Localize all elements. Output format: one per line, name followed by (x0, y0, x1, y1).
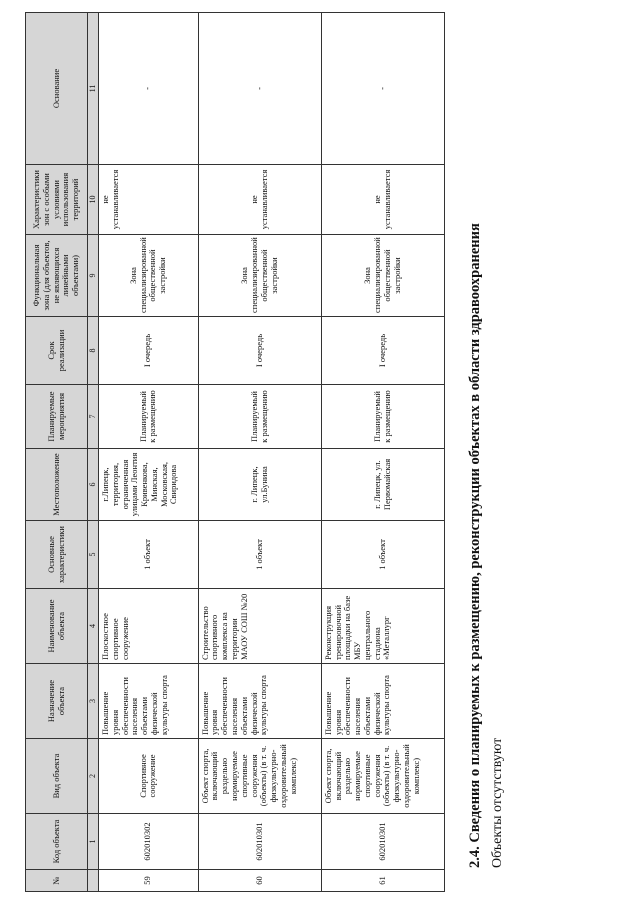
col-header-location: Местоположение (26, 449, 88, 521)
col-number: 11 (88, 13, 99, 165)
col-header-purpose: Назначение объекта (26, 664, 88, 739)
row-purpose: Повышение уровня обеспеченности населения объектами физической культуры спорта (198, 664, 321, 739)
row-location: г. Липецк, ул.Бунина (198, 449, 321, 521)
section-heading: 2.4. Сведения о планируемых к размещению, реконструкции объектах в области здравоохранения (467, 223, 483, 868)
row-term: I очередь (99, 317, 199, 385)
col-number: 4 (88, 589, 99, 664)
row-kind: Объект спорта, включающий раздельно нормируемые спортивные сооружения (объекты) (в т. ч. физкультурно-оздоровительный комплекс) (321, 739, 444, 814)
col-number: 6 (88, 449, 99, 521)
column-number-row (88, 13, 99, 892)
row-characteristics: 1 объект (99, 521, 199, 589)
row-term: I очередь (321, 317, 444, 385)
row-kind: Спортивное сооружение (99, 739, 199, 814)
row-zone-chars: не устанавливается (198, 165, 321, 235)
col-header-name: Наименование объекта (26, 589, 88, 664)
col-header-number: № (26, 870, 88, 892)
row-zone: Зона специализированной общественной застройки (198, 235, 321, 317)
row-name: Строительство спортивного комплекса на территории МАОУ СОШ №20 (198, 589, 321, 664)
row-basis: - (99, 13, 199, 165)
row-location: г.Липецк, территория, ограниченная улицами Леонтия Кривенкова, Минская, Московская, Свиридова (99, 449, 199, 521)
row-zone-chars: не устанавливается (321, 165, 444, 235)
col-number: 1 (88, 814, 99, 870)
row-name: Реконструкция тренировочной площадки на базе МБУ центрального стадиона «Металлург (321, 589, 444, 664)
row-measures: Планируемый к размещению (198, 385, 321, 449)
col-header-term: Срок реализации (26, 317, 88, 385)
col-number: 3 (88, 664, 99, 739)
col-header-measures: Планируемые мероприятия (26, 385, 88, 449)
col-number: 7 (88, 385, 99, 449)
col-number: 5 (88, 521, 99, 589)
row-zone: Зона специализированной общественной застройки (99, 235, 199, 317)
table-row (198, 13, 321, 892)
row-measures: Планируемый к размещению (99, 385, 199, 449)
row-number: 59 (99, 870, 199, 892)
col-header-code: Код объекта (26, 814, 88, 870)
col-header-zone: Функциональная зона (для объектов, не являющихся линейными объектами) (26, 235, 88, 317)
col-header-kind: Вид объекта (26, 739, 88, 814)
planned-objects-table (25, 12, 445, 892)
row-zone-chars: не устанавливается (99, 165, 199, 235)
row-purpose: Повышение уровня обеспеченности населения объектами физической культуры спорта (99, 664, 199, 739)
row-kind: Объект спорта, включающий раздельно нормируемые спортивные сооружения (объекты) (в т. ч. физкультурно-оздоровительный комплекс) (198, 739, 321, 814)
row-characteristics: 1 объект (198, 521, 321, 589)
row-term: I очередь (198, 317, 321, 385)
col-number: 2 (88, 739, 99, 814)
row-purpose: Повышение уровня обеспеченности населения объектами физической культуры спорта (321, 664, 444, 739)
table-header-row (26, 13, 88, 892)
row-code: 602010302 (99, 814, 199, 870)
section-note: Объекты отсутствуют (490, 737, 505, 868)
row-code: 602010301 (321, 814, 444, 870)
row-characteristics: 1 объект (321, 521, 444, 589)
row-measures: Планируемый к размещению (321, 385, 444, 449)
col-number: 10 (88, 165, 99, 235)
row-name: Плоскостное спортивное сооружение (99, 589, 199, 664)
table-row (321, 13, 444, 892)
row-number: 61 (321, 870, 444, 892)
col-number-empty (88, 870, 99, 892)
row-code: 602010301 (198, 814, 321, 870)
col-number: 8 (88, 317, 99, 385)
table-row (99, 13, 199, 892)
col-header-characteristics: Основные характеристики (26, 521, 88, 589)
col-header-zone-chars: Характеристики зон с особыми условиями использования территорий (26, 165, 88, 235)
rotated-table-sheet (25, 12, 445, 892)
row-location: г. Липецк, ул. Первомайская (321, 449, 444, 521)
col-header-basis: Основание (26, 13, 88, 165)
row-basis: - (198, 13, 321, 165)
row-number: 60 (198, 870, 321, 892)
col-number: 9 (88, 235, 99, 317)
row-zone: Зона специализированной общественной застройки (321, 235, 444, 317)
row-basis: - (321, 13, 444, 165)
